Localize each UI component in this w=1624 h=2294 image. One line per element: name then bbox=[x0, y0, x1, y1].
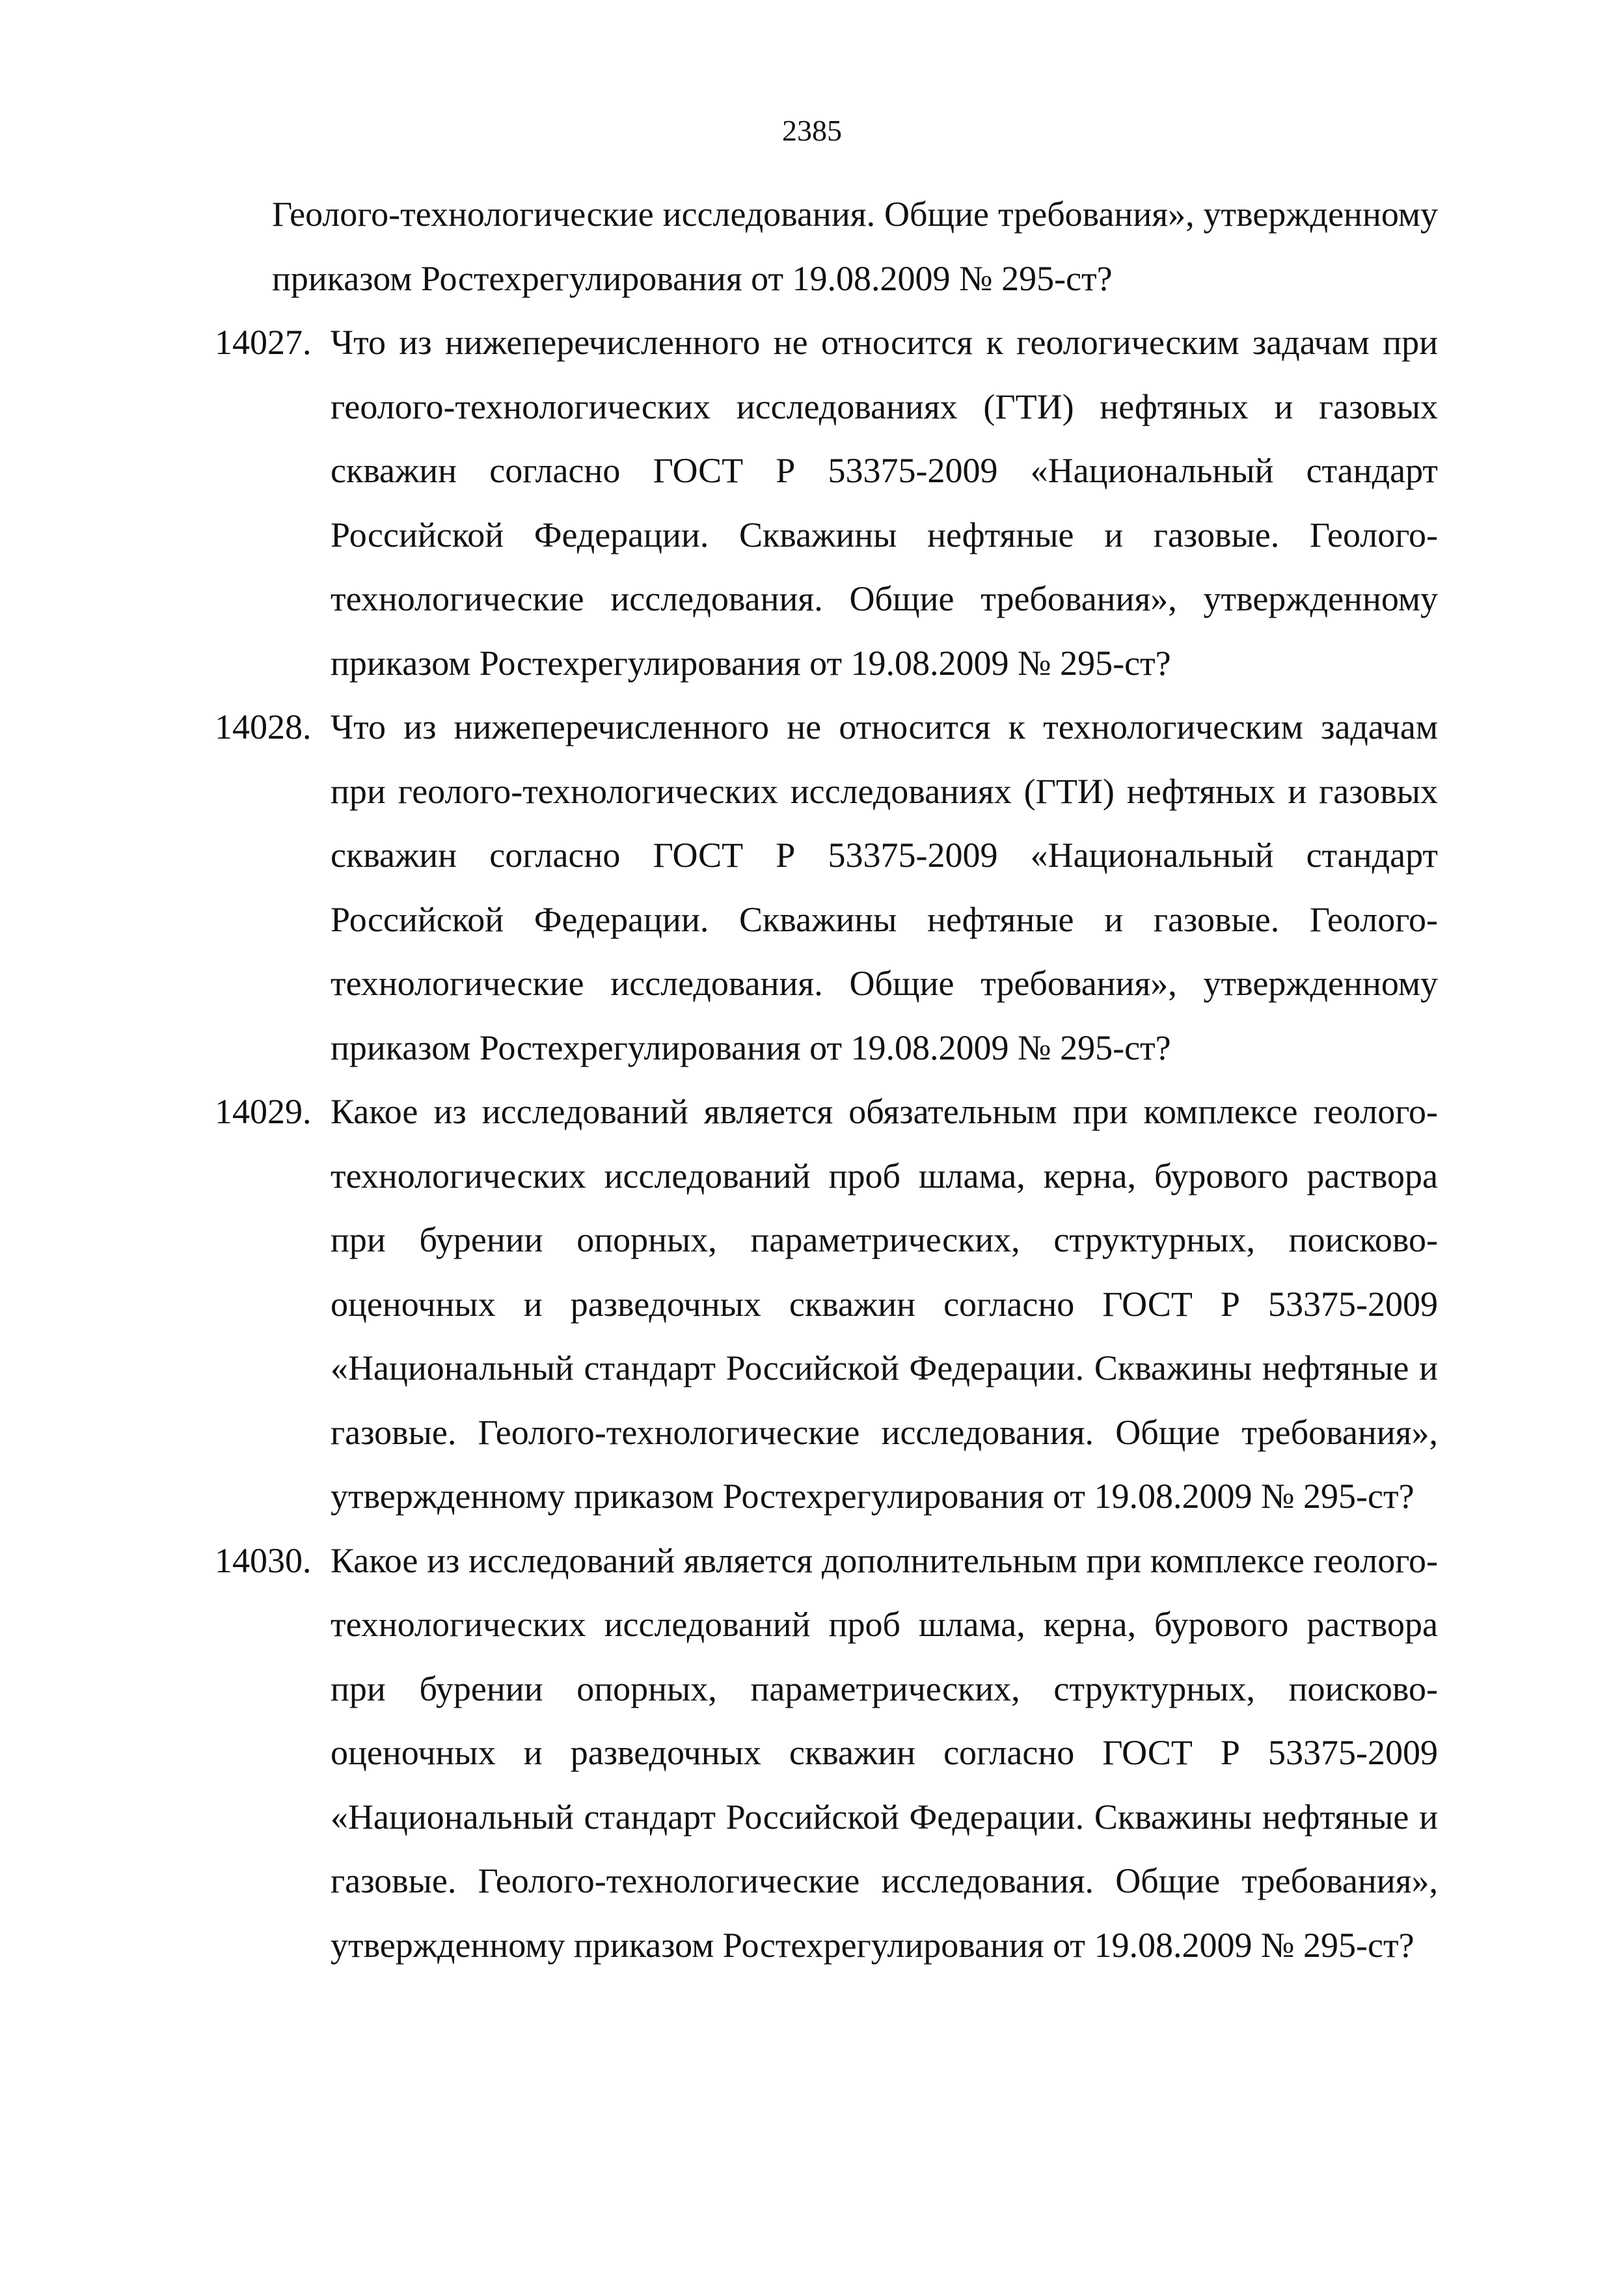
question-number: 14028. bbox=[215, 707, 312, 746]
page-number: 2385 bbox=[782, 114, 842, 147]
question-text: Какое из исследований является дополнительным при комплексе геолого-технологических исследований проб шлама, керна, бурового раствора при бурении опорных, параметрических, структурных, поисково-оценочных и разведочных скважин согласно ГОСТ Р 53375-2009 «Национальный стандарт Российской Федерации. Скважины нефтяные и газовые. Геолого-технологические исследования. Общие требования», утвержденному приказом Ростехрегулирования от 19.08.2009 № 295-ст? bbox=[331, 1540, 1438, 1965]
question-item bbox=[215, 1529, 1438, 1978]
continuation-text: Геолого-технологические исследования. Общие требования», утвержденному приказом Ростехрегулирования от 19.08.2009 № 295-ст? bbox=[272, 195, 1438, 298]
question-text: Что из нижеперечисленного не относится к геологическим задачам при геолого-технологических исследованиях (ГТИ) нефтяных и газовых скважин согласно ГОСТ Р 53375-2009 «Национальный стандарт Российской Федерации. Скважины нефтяные и газовые. Геолого-технологические исследования. Общие требования», утвержденному приказом Ростехрегулирования от 19.08.2009 № 295-ст? bbox=[331, 323, 1438, 683]
question-item bbox=[215, 1080, 1438, 1529]
question-text: Какое из исследований является обязательным при комплексе геолого-технологических исследований проб шлама, керна, бурового раствора при бурении опорных, параметрических, структурных, поисково-оценочных и разведочных скважин согласно ГОСТ Р 53375-2009 «Национальный стандарт Российской Федерации. Скважины нефтяные и газовые. Геолого-технологические исследования. Общие требования», утвержденному приказом Ростехрегулирования от 19.08.2009 № 295-ст? bbox=[331, 1092, 1438, 1516]
question-number: 14027. bbox=[215, 323, 312, 362]
question-item bbox=[215, 310, 1438, 695]
question-text: Что из нижеперечисленного не относится к технологическим задачам при геолого-технологических исследованиях (ГТИ) нефтяных и газовых скважин согласно ГОСТ Р 53375-2009 «Национальный стандарт Российской Федерации. Скважины нефтяные и газовые. Геолого-технологические исследования. Общие требования», утвержденному приказом Ростехрегулирования от 19.08.2009 № 295-ст? bbox=[331, 707, 1438, 1067]
question-number: 14030. bbox=[215, 1540, 312, 1580]
page-content bbox=[215, 182, 1438, 1977]
question-number: 14029. bbox=[215, 1092, 312, 1131]
question-item bbox=[215, 695, 1438, 1080]
